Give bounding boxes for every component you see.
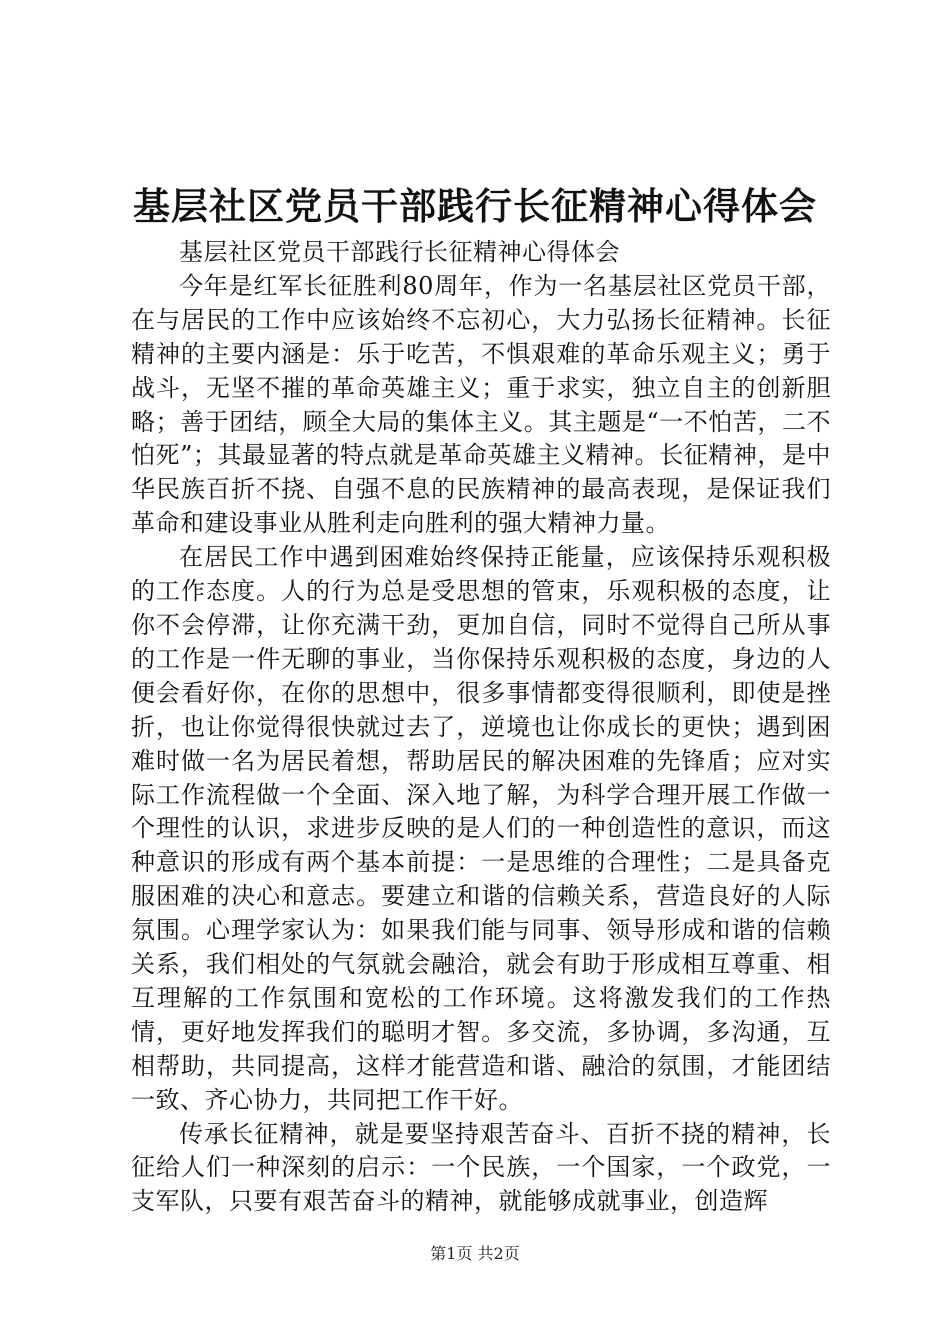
body-paragraph-3: 传承长征精神，就是要坚持艰苦奋斗、百折不挠的精神，长征给人们一种深刻的启示：一个民族，一个国家，一个政党，一支军队，只要有艰苦奋斗的精神，就能够成就事业，创造辉 — [131, 1119, 831, 1216]
body-subtitle-paragraph: 基层社区党员干部践行长征精神心得体会 — [179, 238, 620, 266]
body-paragraph-1: 今年是红军长征胜利80周年，作为一名基层社区党员干部，在与居民的工作中应该始终不忘初心，大力弘扬长征精神。长征精神的主要内涵是：乐于吃苦，不惧艰难的革命乐观主义；勇于战斗，无坚不摧的革命英雄主义；重于求实，独立自主的创新胆略；善于团结，顾全大局的集体主义。其主题是“一不怕苦，二不怕死”；其最显著的特点就是革命英雄主义精神。长征精神，是中华民族百折不挠、自强不息的民族精神的最高表现，是保证我们革命和建设事业从胜利走向胜利的强大精神力量。 — [131, 271, 831, 538]
page-number-footer: 第1页 共2页 — [430, 1244, 520, 1263]
document-body — [131, 236, 831, 1216]
body-paragraph-2: 在居民工作中遇到困难始终保持正能量，应该保持乐观积极的工作态度。人的行为总是受思想的管束，乐观积极的态度，让你不会停滞，让你充满干劲，更加自信，同时不觉得自己所从事的工作是一件无聊的事业，当你保持乐观积极的态度，身边的人便会看好你，在你的思想中，很多事情都变得很顺利，即使是挫折，也让你觉得很快就过去了，逆境也让你成长的更快；遇到困难时做一名为居民着想，帮助居民的解决困难的先锋盾；应对实际工作流程做一个全面、深入地了解，为科学合理开展工作做一个理性的认识，求进步反映的是人们的一种创造性的意识，而这种意识的形成有两个基本前提：一是思维的合理性；二是具备克服困难的决心和意志。要建立和谐的信赖关系，营造良好的人际氛围。心理学家认为：如果我们能与同事、领导形成和谐的信赖关系，我们相处的气氛就会融洽，就会有助于形成相互尊重、相互理解的工作氛围和宽松的工作环境。这将激发我们的工作热情，更好地发挥我们的聪明才智。多交流，多协调，多沟通，互相帮助，共同提高，这样才能营造和谐、融洽的氛围，才能团结一致、齐心协力，共同把工作干好。 — [131, 543, 831, 1114]
document-title: 基层社区党员干部践行长征精神心得体会 — [133, 185, 817, 228]
